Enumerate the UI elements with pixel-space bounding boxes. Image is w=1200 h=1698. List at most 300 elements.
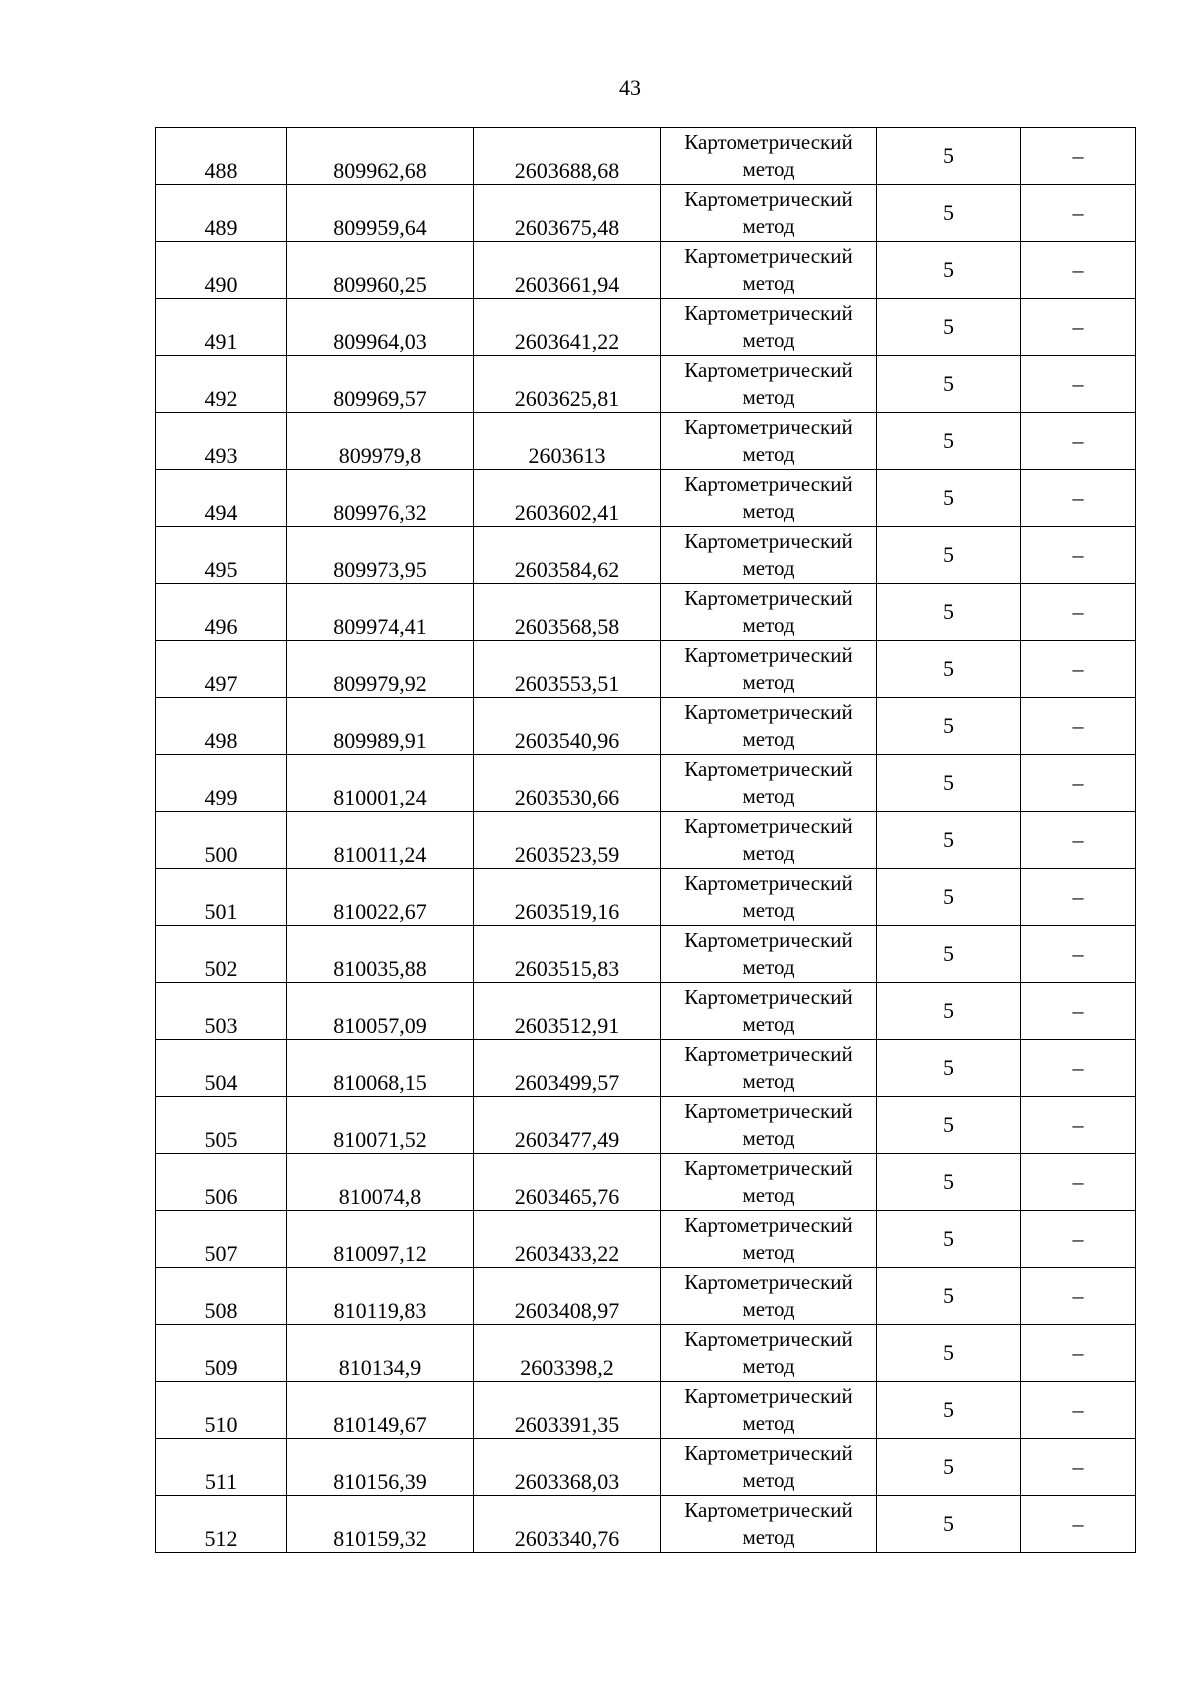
x-coordinate-cell [287,1154,474,1211]
accuracy-cell: 5 [877,356,1021,413]
y-coordinate: 2603568,58 [514,614,620,639]
x-coordinate-cell [287,356,474,413]
y-coordinate: 2603499,57 [514,1070,620,1095]
x-coordinate: 809959,64 [333,215,427,240]
point-number-cell [156,356,287,413]
accuracy-cell: 5 [877,413,1021,470]
method-line-2: метод [742,556,795,580]
point-number: 489 [204,215,238,240]
note-cell: – [1021,1325,1136,1382]
point-number-cell [156,983,287,1040]
x-coordinate-cell [287,1439,474,1496]
point-number: 488 [204,158,238,183]
method-line-1: Картометрический [684,529,853,553]
method-line-2: метод [742,670,795,694]
method-line-2: метод [742,157,795,181]
accuracy-cell: 5 [877,1382,1021,1439]
method-cell [661,1097,877,1154]
table-row [156,698,1136,755]
accuracy-cell: 5 [877,1154,1021,1211]
point-number-cell [156,1382,287,1439]
y-coordinate-cell [474,299,661,356]
point-number: 505 [204,1127,238,1152]
accuracy-cell: 5 [877,1439,1021,1496]
point-number-cell [156,1154,287,1211]
y-coordinate: 2603613 [528,443,606,468]
y-coordinate-cell [474,1382,661,1439]
method-line-2: метод [742,613,795,637]
note-cell: – [1021,1211,1136,1268]
point-number-cell [156,641,287,698]
y-coordinate-cell [474,128,661,185]
method-line-1: Картометрический [684,130,853,154]
x-coordinate-cell [287,755,474,812]
point-number: 493 [204,443,238,468]
x-coordinate: 810119,83 [333,1298,427,1323]
method-cell [661,1211,877,1268]
method-cell [661,926,877,983]
method-cell [661,470,877,527]
method-cell [661,812,877,869]
y-coordinate-cell [474,983,661,1040]
point-number-cell [156,869,287,926]
accuracy-cell: 5 [877,128,1021,185]
y-coordinate: 2603368,03 [514,1469,620,1494]
x-coordinate: 810159,32 [333,1526,427,1551]
x-coordinate-cell [287,1325,474,1382]
x-coordinate: 810071,52 [333,1127,427,1152]
method-line-1: Картометрический [684,1270,853,1294]
table-body [156,128,1136,1553]
method-line-1: Картометрический [684,700,853,724]
table-row [156,869,1136,926]
accuracy-cell: 5 [877,698,1021,755]
note-cell: – [1021,1382,1136,1439]
x-coordinate-cell [287,413,474,470]
method-line-1: Картометрический [684,187,853,211]
y-coordinate-cell [474,1154,661,1211]
x-coordinate-cell [287,983,474,1040]
accuracy-cell: 5 [877,1325,1021,1382]
note-cell: – [1021,1496,1136,1553]
y-coordinate: 2603398,2 [520,1355,614,1380]
y-coordinate-cell [474,242,661,299]
y-coordinate: 2603540,96 [514,728,620,753]
method-line-1: Картометрический [684,1099,853,1123]
y-coordinate: 2603584,62 [514,557,620,582]
point-number-cell [156,242,287,299]
point-number: 490 [204,272,238,297]
method-line-2: метод [742,784,795,808]
y-coordinate-cell [474,1097,661,1154]
y-coordinate: 2603523,59 [514,842,620,867]
table-row [156,356,1136,413]
y-coordinate-cell [474,356,661,413]
y-coordinate-cell [474,698,661,755]
method-line-1: Картометрический [684,643,853,667]
point-number: 508 [204,1298,238,1323]
x-coordinate-cell [287,1268,474,1325]
method-line-1: Картометрический [684,814,853,838]
x-coordinate: 810011,24 [333,842,427,867]
y-coordinate-cell [474,185,661,242]
x-coordinate-cell [287,299,474,356]
method-line-2: метод [742,499,795,523]
point-number: 509 [204,1355,238,1380]
y-coordinate-cell [474,755,661,812]
table-row [156,812,1136,869]
x-coordinate: 810001,24 [333,785,427,810]
accuracy-cell: 5 [877,1040,1021,1097]
note-cell: – [1021,1439,1136,1496]
x-coordinate: 809979,8 [338,443,422,468]
method-line-2: метод [742,1525,795,1549]
point-number-cell [156,185,287,242]
y-coordinate: 2603675,48 [514,215,620,240]
point-number: 501 [204,899,238,924]
table-row [156,413,1136,470]
point-number-cell [156,926,287,983]
x-coordinate-cell [287,527,474,584]
note-cell: – [1021,755,1136,812]
table-row [156,128,1136,185]
table-row [156,641,1136,698]
y-coordinate-cell [474,869,661,926]
accuracy-cell: 5 [877,1496,1021,1553]
method-line-1: Картометрический [684,1327,853,1351]
point-number: 498 [204,728,238,753]
y-coordinate: 2603602,41 [514,500,620,525]
y-coordinate-cell [474,413,661,470]
method-line-2: метод [742,898,795,922]
point-number: 500 [204,842,238,867]
note-cell: – [1021,470,1136,527]
x-coordinate: 809973,95 [333,557,427,582]
method-line-1: Картометрический [684,415,853,439]
point-number: 510 [204,1412,238,1437]
y-coordinate: 2603391,35 [514,1412,620,1437]
method-cell [661,128,877,185]
note-cell: – [1021,983,1136,1040]
point-number-cell [156,128,287,185]
point-number: 499 [204,785,238,810]
x-coordinate: 809969,57 [333,386,427,411]
accuracy-cell: 5 [877,983,1021,1040]
accuracy-cell: 5 [877,1268,1021,1325]
x-coordinate: 809960,25 [333,272,427,297]
note-cell: – [1021,185,1136,242]
y-coordinate: 2603519,16 [514,899,620,924]
y-coordinate: 2603512,91 [514,1013,620,1038]
x-coordinate-cell [287,869,474,926]
x-coordinate: 810149,67 [333,1412,427,1437]
accuracy-cell: 5 [877,527,1021,584]
x-coordinate-cell [287,470,474,527]
accuracy-cell: 5 [877,470,1021,527]
point-number: 495 [204,557,238,582]
note-cell: – [1021,527,1136,584]
point-number: 502 [204,956,238,981]
x-coordinate: 809979,92 [333,671,427,696]
accuracy-cell: 5 [877,755,1021,812]
point-number: 506 [204,1184,238,1209]
note-cell: – [1021,926,1136,983]
y-coordinate-cell [474,527,661,584]
accuracy-cell: 5 [877,1097,1021,1154]
point-number-cell [156,584,287,641]
method-line-1: Картометрический [684,1384,853,1408]
method-line-1: Картометрический [684,928,853,952]
point-number-cell [156,1496,287,1553]
method-cell [661,1154,877,1211]
x-coordinate-cell [287,128,474,185]
method-cell [661,299,877,356]
table-row [156,299,1136,356]
table-row [156,584,1136,641]
y-coordinate: 2603688,68 [514,158,620,183]
point-number-cell [156,1040,287,1097]
x-coordinate: 810035,88 [333,956,427,981]
accuracy-cell: 5 [877,812,1021,869]
accuracy-cell: 5 [877,641,1021,698]
y-coordinate-cell [474,812,661,869]
method-cell [661,356,877,413]
table-row [156,926,1136,983]
method-line-2: метод [742,271,795,295]
method-line-2: метод [742,1354,795,1378]
x-coordinate-cell [287,641,474,698]
point-number: 503 [204,1013,238,1038]
x-coordinate-cell [287,185,474,242]
method-cell [661,1268,877,1325]
table-row [156,470,1136,527]
x-coordinate: 810097,12 [333,1241,427,1266]
y-coordinate-cell [474,1268,661,1325]
method-line-1: Картометрический [684,757,853,781]
point-number-cell [156,812,287,869]
point-number: 497 [204,671,238,696]
x-coordinate: 809974,41 [333,614,427,639]
method-line-2: метод [742,442,795,466]
method-line-1: Картометрический [684,301,853,325]
coordinates-table [155,127,1136,1553]
table-row [156,1439,1136,1496]
table-row [156,185,1136,242]
table-row [156,1268,1136,1325]
y-coordinate: 2603465,76 [514,1184,620,1209]
note-cell: – [1021,641,1136,698]
accuracy-cell: 5 [877,926,1021,983]
note-cell: – [1021,812,1136,869]
y-coordinate-cell [474,1211,661,1268]
note-cell: – [1021,299,1136,356]
method-line-1: Картометрический [684,586,853,610]
note-cell: – [1021,242,1136,299]
point-number: 512 [204,1526,238,1551]
table-row [156,242,1136,299]
x-coordinate-cell [287,242,474,299]
x-coordinate-cell [287,1211,474,1268]
point-number-cell [156,527,287,584]
note-cell: – [1021,1040,1136,1097]
x-coordinate: 809976,32 [333,500,427,525]
point-number-cell [156,1439,287,1496]
x-coordinate: 810057,09 [333,1013,427,1038]
table-row [156,1154,1136,1211]
x-coordinate-cell [287,1097,474,1154]
method-line-1: Картометрический [684,1498,853,1522]
y-coordinate-cell [474,470,661,527]
method-line-1: Картометрический [684,1441,853,1465]
note-cell: – [1021,1154,1136,1211]
x-coordinate: 809962,68 [333,158,427,183]
y-coordinate-cell [474,1325,661,1382]
point-number-cell [156,698,287,755]
table-row [156,527,1136,584]
table-row [156,1496,1136,1553]
method-cell [661,755,877,812]
x-coordinate-cell [287,1040,474,1097]
point-number-cell [156,470,287,527]
x-coordinate-cell [287,812,474,869]
table-row [156,983,1136,1040]
method-line-1: Картометрический [684,871,853,895]
method-cell [661,698,877,755]
method-cell [661,584,877,641]
method-line-2: метод [742,1468,795,1492]
point-number-cell [156,755,287,812]
method-line-1: Картометрический [684,1042,853,1066]
point-number: 494 [204,500,238,525]
method-cell [661,869,877,926]
method-line-1: Картометрический [684,1156,853,1180]
y-coordinate: 2603641,22 [514,329,620,354]
method-line-1: Картометрический [684,472,853,496]
y-coordinate-cell [474,926,661,983]
method-cell [661,1439,877,1496]
method-line-1: Картометрический [684,985,853,1009]
page-number: 43 [619,75,641,100]
x-coordinate-cell [287,584,474,641]
method-line-1: Картометрический [684,1213,853,1237]
point-number: 492 [204,386,238,411]
y-coordinate-cell [474,1439,661,1496]
y-coordinate: 2603625,81 [514,386,620,411]
method-line-2: метод [742,1240,795,1264]
y-coordinate: 2603515,83 [514,956,620,981]
method-line-2: метод [742,1126,795,1150]
method-line-2: метод [742,727,795,751]
table-row [156,1040,1136,1097]
x-coordinate: 810134,9 [338,1355,422,1380]
accuracy-cell: 5 [877,299,1021,356]
point-number-cell [156,1097,287,1154]
note-cell: – [1021,869,1136,926]
point-number-cell [156,413,287,470]
method-line-2: метод [742,1297,795,1321]
accuracy-cell: 5 [877,584,1021,641]
x-coordinate: 809989,91 [333,728,427,753]
note-cell: – [1021,1268,1136,1325]
method-cell [661,641,877,698]
table-row [156,1211,1136,1268]
method-line-2: метод [742,1012,795,1036]
x-coordinate-cell [287,926,474,983]
point-number-cell [156,1211,287,1268]
point-number: 504 [204,1070,238,1095]
table-row [156,755,1136,812]
point-number: 496 [204,614,238,639]
method-line-2: метод [742,1183,795,1207]
x-coordinate: 810068,15 [333,1070,427,1095]
method-line-2: метод [742,328,795,352]
method-line-2: метод [742,955,795,979]
method-line-2: метод [742,1411,795,1435]
table-row [156,1325,1136,1382]
method-cell [661,1325,877,1382]
note-cell: – [1021,356,1136,413]
point-number-cell [156,299,287,356]
y-coordinate: 2603477,49 [514,1127,620,1152]
method-cell [661,185,877,242]
method-line-1: Картометрический [684,244,853,268]
y-coordinate: 2603408,97 [514,1298,620,1323]
y-coordinate: 2603340,76 [514,1526,620,1551]
x-coordinate: 809964,03 [333,329,427,354]
x-coordinate: 810074,8 [338,1184,422,1209]
point-number: 507 [204,1241,238,1266]
x-coordinate: 810022,67 [333,899,427,924]
point-number-cell [156,1325,287,1382]
accuracy-cell: 5 [877,1211,1021,1268]
method-line-1: Картометрический [684,358,853,382]
accuracy-cell: 5 [877,185,1021,242]
method-line-2: метод [742,1069,795,1093]
point-number: 511 [204,1469,238,1494]
note-cell: – [1021,584,1136,641]
note-cell: – [1021,128,1136,185]
y-coordinate: 2603530,66 [514,785,620,810]
method-line-2: метод [742,385,795,409]
x-coordinate-cell [287,1382,474,1439]
x-coordinate-cell [287,698,474,755]
method-cell [661,242,877,299]
y-coordinate-cell [474,584,661,641]
method-cell [661,983,877,1040]
y-coordinate-cell [474,1040,661,1097]
point-number: 491 [204,329,238,354]
accuracy-cell: 5 [877,869,1021,926]
accuracy-cell: 5 [877,242,1021,299]
method-cell [661,1382,877,1439]
table-row [156,1382,1136,1439]
y-coordinate-cell [474,1496,661,1553]
x-coordinate-cell [287,1496,474,1553]
method-cell [661,413,877,470]
x-coordinate: 810156,39 [333,1469,427,1494]
method-line-2: метод [742,841,795,865]
method-cell [661,527,877,584]
y-coordinate: 2603661,94 [514,272,620,297]
y-coordinate: 2603553,51 [514,671,620,696]
note-cell: – [1021,1097,1136,1154]
note-cell: – [1021,413,1136,470]
method-line-2: метод [742,214,795,238]
table-row [156,1097,1136,1154]
y-coordinate: 2603433,22 [514,1241,620,1266]
note-cell: – [1021,698,1136,755]
method-cell [661,1496,877,1553]
